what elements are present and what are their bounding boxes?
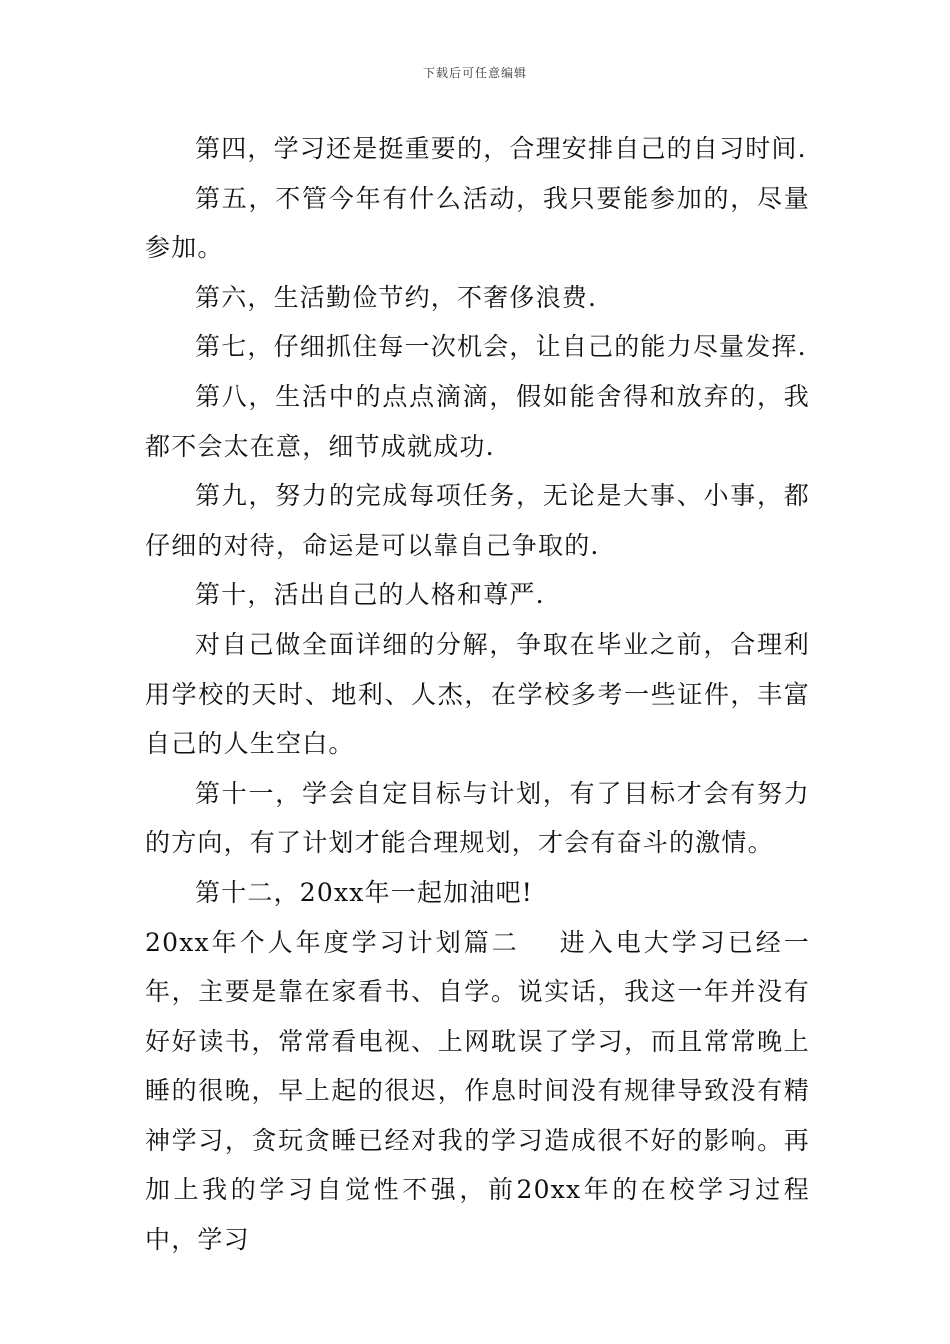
paragraph-8: 第八，生活中的点点滴滴，假如能舍得和放弃的，我都不会太在意，细节成就成功. (145, 381, 810, 461)
section-two-heading: 20xx年个人年度学习计划篇二 (145, 927, 520, 957)
paragraph-10: 第十，活出自己的人格和尊严. (195, 580, 545, 610)
document-body (145, 124, 810, 1265)
header-note: 下载后可任意编辑 (422, 66, 527, 80)
paragraph-summary: 对自己做全面详细的分解，争取在毕业之前，合理利用学校的天时、地利、人杰，在学校多考一些证件，丰富自己的人生空白。 (145, 629, 810, 759)
section-two-paragraph (145, 918, 810, 1265)
paragraph-7: 第七，仔细抓住每一次机会，让自己的能力尽量发挥. (195, 332, 807, 362)
paragraph-4: 第四，学习还是挺重要的，合理安排自己的自习时间. (195, 134, 807, 163)
paragraph-9: 第九，努力的完成每项任务，无论是大事、小事，都仔细的对待，命运是可以靠自己争取的. (145, 481, 810, 560)
paragraph-12: 第十二，20xx年一起加油吧! (195, 877, 534, 907)
paragraph-5: 第五，不管今年有什么活动，我只要能参加的，尽量参加。 (145, 183, 810, 263)
section-two-text: 进入电大学习已经一年，主要是靠在家看书、自学。说实话，我这一年并没有好好读书，常常看电视、上网耽误了学习，而且常常晚上睡的很晚，早上起的很迟，作息时间没有规律导致没有精神学习，贪玩贪睡已经对我的学习造成很不好的影响。再加上我的学习自觉性不强，前20xx年的在校学习过程中，学习 (145, 927, 810, 1255)
paragraph-11: 第十一，学会自定目标与计划，有了目标才会有努力的方向，有了计划才能合理规划，才会有奋斗的激情。 (145, 778, 810, 858)
paragraph-6: 第六，生活勤俭节约，不奢侈浪费. (195, 282, 598, 312)
